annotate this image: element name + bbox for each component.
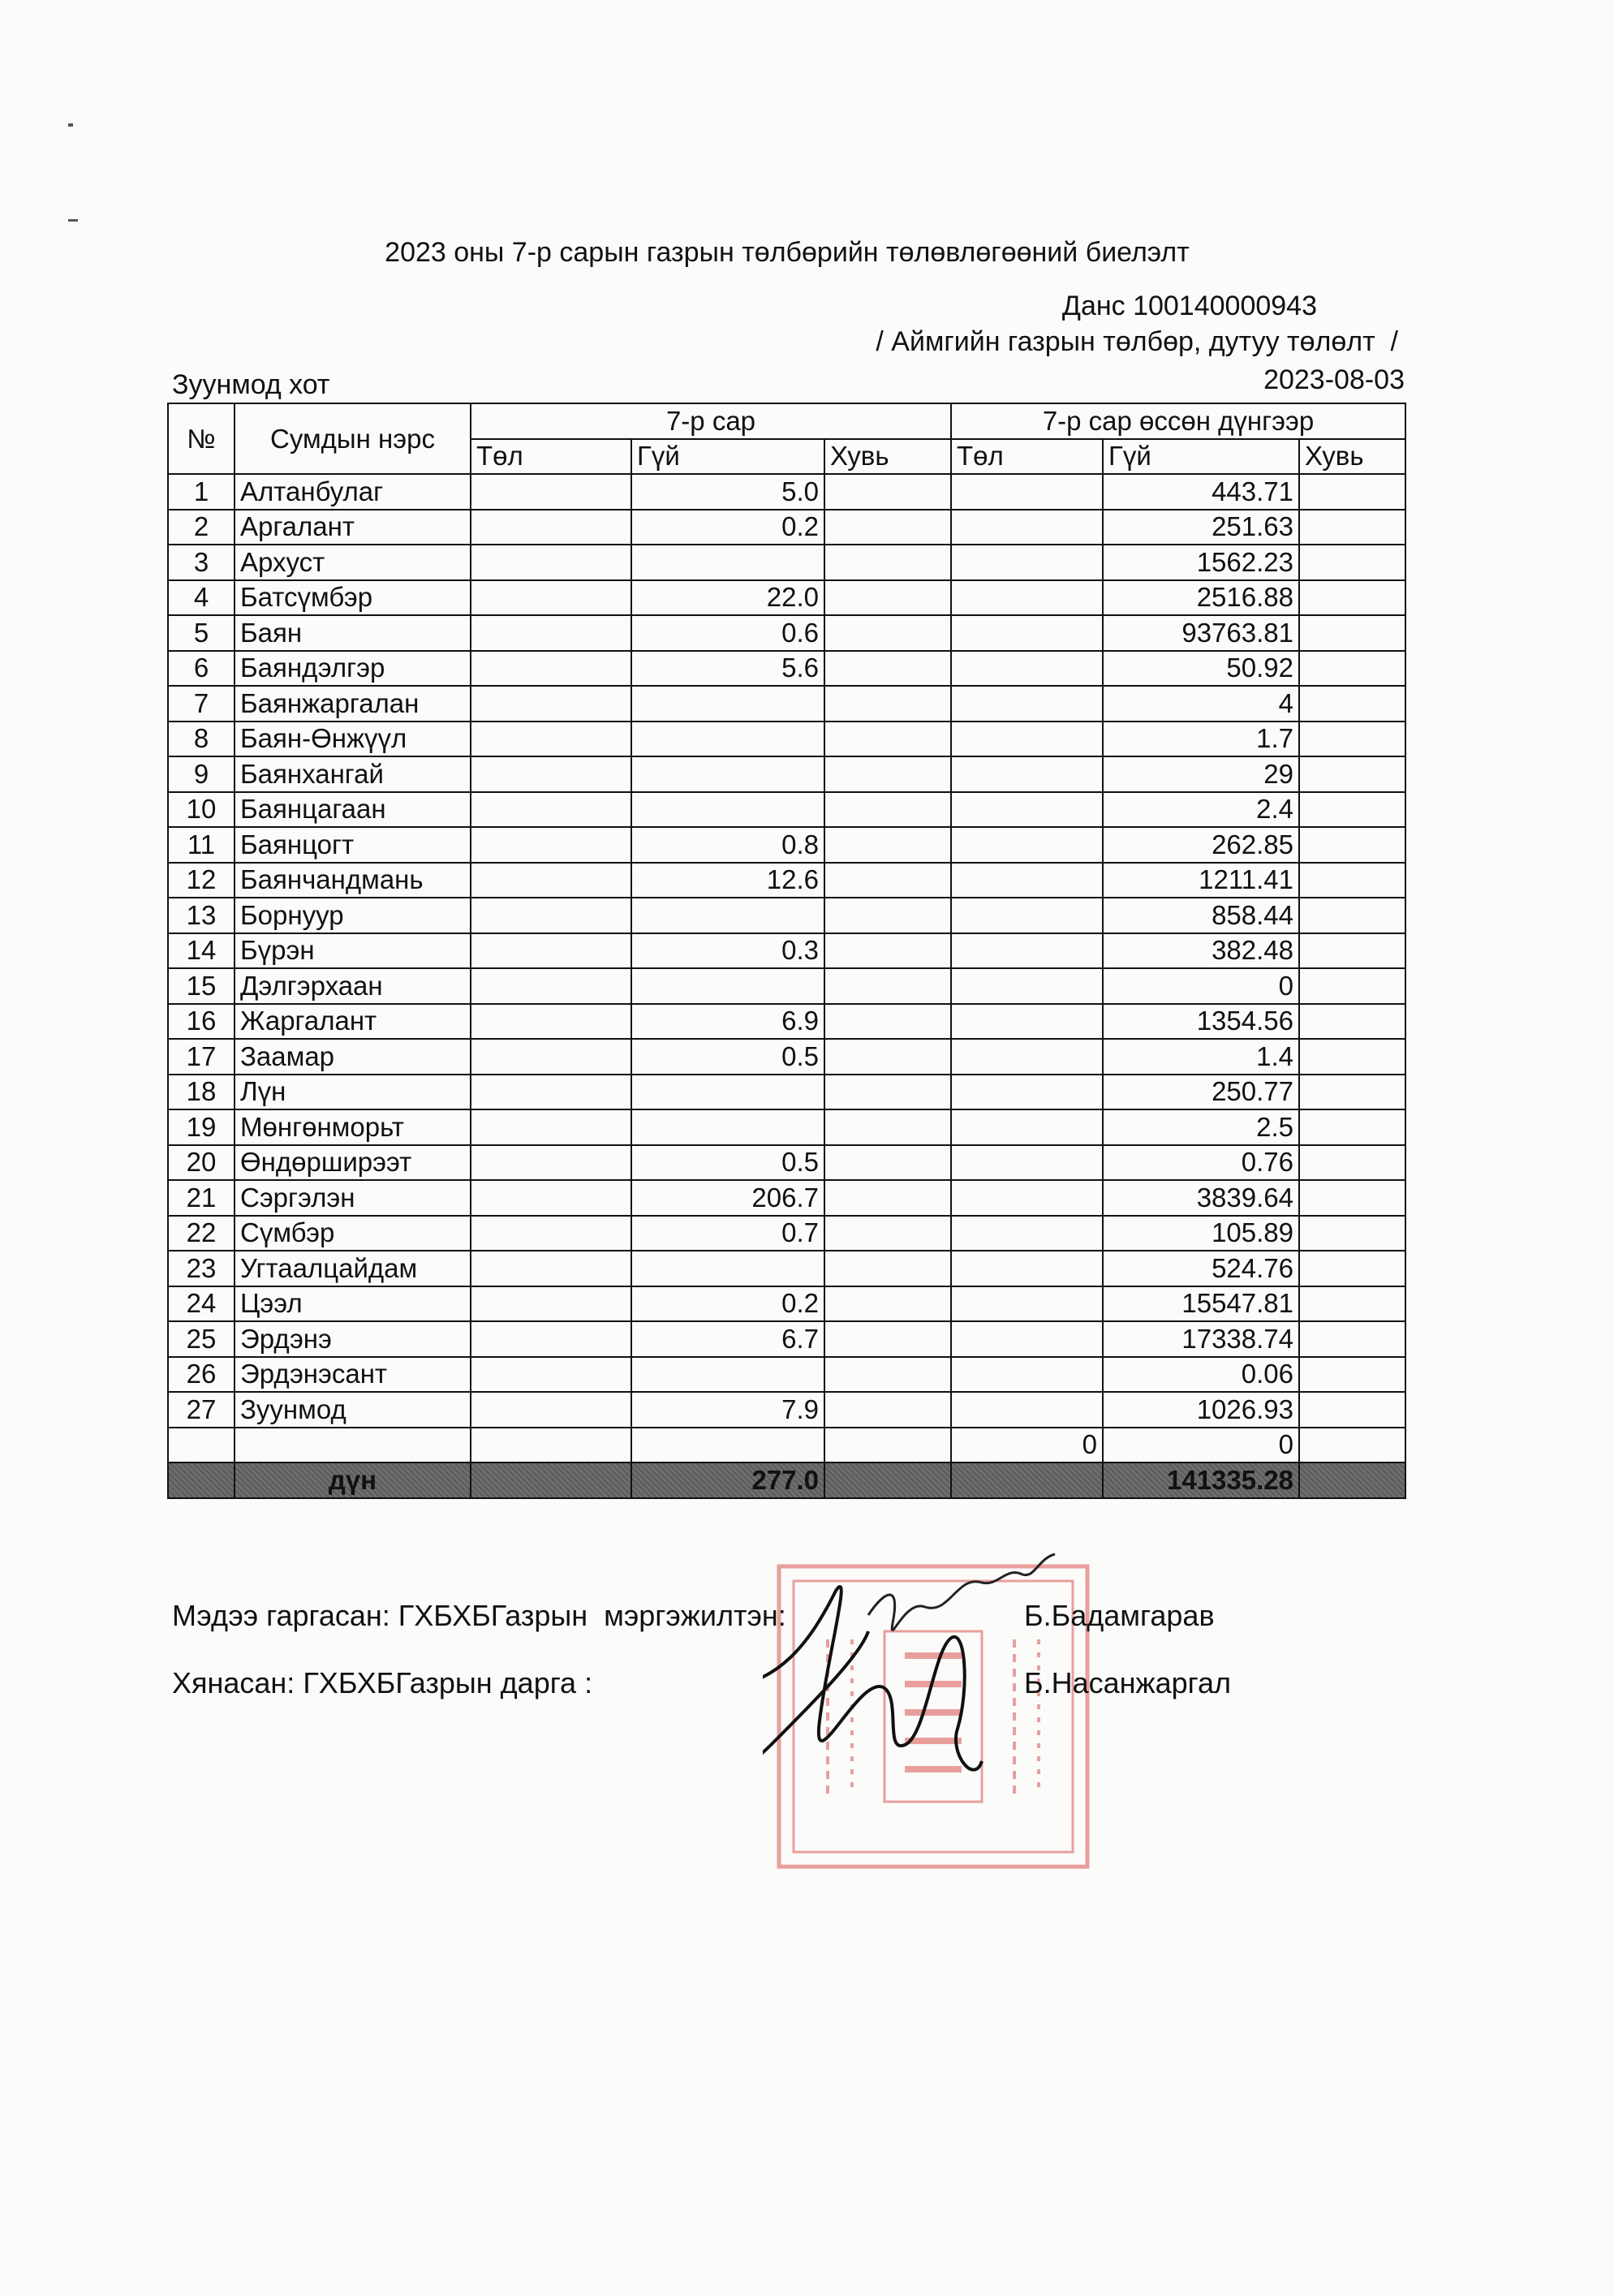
row-number-cell: 10 [168, 792, 235, 828]
total-cumulative-percent [1299, 1462, 1405, 1498]
table-row [168, 827, 1405, 863]
header-name: Сумдын нэрс [235, 403, 471, 474]
soum-name-cell: Баянцагаан [235, 792, 471, 828]
cumulative-plan-cell [951, 1075, 1103, 1110]
cumulative-actual-cell: 29 [1103, 756, 1299, 792]
reported-by-name: Б.Бадамгарав [1024, 1599, 1215, 1632]
cumulative-percent-cell [1299, 580, 1405, 616]
cumulative-actual-cell: 250.77 [1103, 1075, 1299, 1110]
table-row [168, 1216, 1405, 1251]
soum-name-cell: Зуунмод [235, 1392, 471, 1428]
cumulative-actual-cell: 443.71 [1103, 474, 1299, 510]
cumulative-actual-cell: 4 [1103, 686, 1299, 722]
cumulative-percent-cell [1299, 1216, 1405, 1251]
total-row [168, 1462, 1405, 1498]
cumulative-actual-cell: 93763.81 [1103, 615, 1299, 651]
total-cumulative-plan [951, 1462, 1103, 1498]
cumulative-actual-cell: 17338.74 [1103, 1321, 1299, 1357]
table-row [168, 1286, 1405, 1322]
cumulative-percent-cell [1299, 863, 1405, 898]
page-title: 2023 оны 7-р сарын газрын төлбөрийн төлөвлөгөөний биелэлт [385, 237, 1190, 268]
month-plan-cell [471, 1109, 631, 1145]
header-month-percent: Хувь [824, 439, 951, 475]
soum-name-cell: Архуст [235, 545, 471, 580]
cumulative-percent-cell [1299, 1251, 1405, 1286]
month-actual-cell [631, 756, 824, 792]
table-row [168, 686, 1405, 722]
month-percent-cell [824, 1321, 951, 1357]
month-percent-cell [824, 756, 951, 792]
row-number-cell: 8 [168, 722, 235, 757]
month-plan-cell [471, 1321, 631, 1357]
table-row [168, 1109, 1405, 1145]
row-number-cell: 15 [168, 968, 235, 1004]
cumulative-plan-cell [951, 827, 1103, 863]
row-number-cell [168, 1428, 235, 1463]
soum-name-cell: Баян-Өнжүүл [235, 722, 471, 757]
cumulative-plan-cell [951, 933, 1103, 969]
month-actual-cell: 6.7 [631, 1321, 824, 1357]
table-body [168, 474, 1405, 1462]
header-no: № [168, 403, 235, 474]
cumulative-plan-cell [951, 580, 1103, 616]
month-percent-cell [824, 1109, 951, 1145]
row-number-cell: 1 [168, 474, 235, 510]
month-percent-cell [824, 580, 951, 616]
city-name: Зуунмод хот [172, 369, 330, 400]
report-subtitle: / Аймгийн газрын төлбөр, дутуу төлөлт / [876, 326, 1398, 357]
soum-name-cell: Борнуур [235, 898, 471, 933]
month-actual-cell: 5.6 [631, 651, 824, 687]
row-number-cell: 11 [168, 827, 235, 863]
month-actual-cell: 0.5 [631, 1039, 824, 1075]
row-number-cell: 23 [168, 1251, 235, 1286]
cumulative-plan-cell [951, 510, 1103, 545]
soum-name-cell: Лүн [235, 1075, 471, 1110]
month-plan-cell [471, 686, 631, 722]
month-percent-cell [824, 1357, 951, 1393]
month-percent-cell [824, 792, 951, 828]
table-row [168, 1428, 1405, 1463]
month-plan-cell [471, 722, 631, 757]
header-cumulative-plan: Төл [951, 439, 1103, 475]
header-cumulative-group: 7-р сар өссөн дүнгээр [951, 403, 1405, 439]
row-number-cell: 5 [168, 615, 235, 651]
table-row [168, 651, 1405, 687]
month-percent-cell [824, 615, 951, 651]
table-row [168, 1251, 1405, 1286]
month-actual-cell [631, 792, 824, 828]
row-number-cell: 9 [168, 756, 235, 792]
cumulative-actual-cell: 382.48 [1103, 933, 1299, 969]
account-number: Данс 100140000943 [1061, 291, 1317, 321]
cumulative-plan-cell [951, 1109, 1103, 1145]
table-row [168, 615, 1405, 651]
month-actual-cell [631, 1075, 824, 1110]
month-percent-cell [824, 510, 951, 545]
cumulative-percent-cell [1299, 1145, 1405, 1181]
soum-name-cell: Угтаалцайдам [235, 1251, 471, 1286]
soum-name-cell: Жаргалант [235, 1004, 471, 1040]
month-actual-cell: 0.5 [631, 1145, 824, 1181]
month-actual-cell: 5.0 [631, 474, 824, 510]
month-plan-cell [471, 651, 631, 687]
cumulative-plan-cell [951, 1357, 1103, 1393]
soum-name-cell: Алтанбулаг [235, 474, 471, 510]
soum-name-cell: Эрдэнэсант [235, 1357, 471, 1393]
row-number-cell: 22 [168, 1216, 235, 1251]
cumulative-actual-cell: 2.4 [1103, 792, 1299, 828]
scan-mark [68, 123, 73, 127]
row-number-cell: 14 [168, 933, 235, 969]
month-plan-cell [471, 580, 631, 616]
month-actual-cell: 0.8 [631, 827, 824, 863]
row-number-cell: 4 [168, 580, 235, 616]
cumulative-actual-cell: 1.7 [1103, 722, 1299, 757]
report-date: 2023-08-03 [1263, 364, 1405, 395]
row-number-cell: 7 [168, 686, 235, 722]
row-number-cell: 6 [168, 651, 235, 687]
month-plan-cell [471, 933, 631, 969]
cumulative-percent-cell [1299, 474, 1405, 510]
official-stamp [763, 1542, 1104, 1883]
month-actual-cell: 12.6 [631, 863, 824, 898]
month-percent-cell [824, 651, 951, 687]
month-plan-cell [471, 1039, 631, 1075]
cumulative-plan-cell [951, 545, 1103, 580]
cumulative-plan-cell [951, 722, 1103, 757]
table-row [168, 474, 1405, 510]
cumulative-percent-cell [1299, 827, 1405, 863]
month-plan-cell [471, 545, 631, 580]
cumulative-percent-cell [1299, 545, 1405, 580]
table-row [168, 1145, 1405, 1181]
table-row [168, 1004, 1405, 1040]
month-plan-cell [471, 615, 631, 651]
month-actual-cell [631, 722, 824, 757]
cumulative-actual-cell: 1211.41 [1103, 863, 1299, 898]
month-percent-cell [824, 1428, 951, 1463]
table-row [168, 863, 1405, 898]
cumulative-plan-cell [951, 1321, 1103, 1357]
month-actual-cell [631, 1109, 824, 1145]
cumulative-percent-cell [1299, 686, 1405, 722]
month-percent-cell [824, 474, 951, 510]
soum-name-cell: Цээл [235, 1286, 471, 1322]
soum-name-cell: Эрдэнэ [235, 1321, 471, 1357]
cumulative-percent-cell [1299, 1109, 1405, 1145]
row-number-cell: 18 [168, 1075, 235, 1110]
cumulative-plan-cell [951, 686, 1103, 722]
cumulative-plan-cell: 0 [951, 1428, 1103, 1463]
cumulative-percent-cell [1299, 1180, 1405, 1216]
cumulative-percent-cell [1299, 968, 1405, 1004]
total-month-actual: 277.0 [631, 1462, 824, 1498]
month-percent-cell [824, 545, 951, 580]
month-percent-cell [824, 898, 951, 933]
month-percent-cell [824, 1392, 951, 1428]
table-row [168, 1321, 1405, 1357]
month-percent-cell [824, 1180, 951, 1216]
month-plan-cell [471, 1357, 631, 1393]
month-actual-cell [631, 898, 824, 933]
month-plan-cell [471, 1251, 631, 1286]
month-actual-cell: 0.3 [631, 933, 824, 969]
cumulative-percent-cell [1299, 756, 1405, 792]
table-row [168, 580, 1405, 616]
cumulative-actual-cell: 858.44 [1103, 898, 1299, 933]
table-row [168, 756, 1405, 792]
month-actual-cell: 206.7 [631, 1180, 824, 1216]
soum-name-cell: Баяндэлгэр [235, 651, 471, 687]
month-actual-cell [631, 545, 824, 580]
cumulative-actual-cell: 15547.81 [1103, 1286, 1299, 1322]
soum-name-cell: Баян [235, 615, 471, 651]
table-row [168, 1180, 1405, 1216]
soum-name-cell: Аргалант [235, 510, 471, 545]
cumulative-percent-cell [1299, 651, 1405, 687]
total-no-cell [168, 1462, 235, 1498]
cumulative-percent-cell [1299, 1039, 1405, 1075]
soum-name-cell: Мөнгөнморьт [235, 1109, 471, 1145]
table-row [168, 1357, 1405, 1393]
cumulative-actual-cell: 3839.64 [1103, 1180, 1299, 1216]
row-number-cell: 2 [168, 510, 235, 545]
soum-name-cell: Бүрэн [235, 933, 471, 969]
row-number-cell: 24 [168, 1286, 235, 1322]
cumulative-plan-cell [951, 474, 1103, 510]
cumulative-percent-cell [1299, 1357, 1405, 1393]
month-plan-cell [471, 1004, 631, 1040]
header-month-plan: Төл [471, 439, 631, 475]
cumulative-plan-cell [951, 1145, 1103, 1181]
cumulative-plan-cell [951, 1180, 1103, 1216]
header-month-group: 7-р сар [471, 403, 951, 439]
table-row [168, 968, 1405, 1004]
cumulative-actual-cell: 524.76 [1103, 1251, 1299, 1286]
month-actual-cell: 0.2 [631, 1286, 824, 1322]
row-number-cell: 21 [168, 1180, 235, 1216]
cumulative-plan-cell [951, 1004, 1103, 1040]
month-plan-cell [471, 898, 631, 933]
month-plan-cell [471, 510, 631, 545]
cumulative-plan-cell [951, 1216, 1103, 1251]
soum-name-cell: Баянжаргалан [235, 686, 471, 722]
month-plan-cell [471, 968, 631, 1004]
table-row [168, 722, 1405, 757]
cumulative-percent-cell [1299, 510, 1405, 545]
cumulative-percent-cell [1299, 722, 1405, 757]
month-plan-cell [471, 474, 631, 510]
month-actual-cell [631, 1251, 824, 1286]
soum-name-cell: Дэлгэрхаан [235, 968, 471, 1004]
cumulative-plan-cell [951, 792, 1103, 828]
cumulative-percent-cell [1299, 1428, 1405, 1463]
total-cumulative-actual: 141335.28 [1103, 1462, 1299, 1498]
row-number-cell: 26 [168, 1357, 235, 1393]
month-percent-cell [824, 1216, 951, 1251]
cumulative-plan-cell [951, 615, 1103, 651]
soum-name-cell: Сүмбэр [235, 1216, 471, 1251]
month-actual-cell [631, 1428, 824, 1463]
month-plan-cell [471, 863, 631, 898]
soum-name-cell: Батсүмбэр [235, 580, 471, 616]
cumulative-plan-cell [951, 898, 1103, 933]
reported-by-label: Мэдээ гаргасан: ГХБХБГазрын мэргэжилтэн: [172, 1599, 786, 1632]
cumulative-actual-cell: 0 [1103, 1428, 1299, 1463]
month-plan-cell [471, 1286, 631, 1322]
month-percent-cell [824, 863, 951, 898]
month-actual-cell [631, 1357, 824, 1393]
cumulative-percent-cell [1299, 933, 1405, 969]
row-number-cell: 12 [168, 863, 235, 898]
table-row [168, 933, 1405, 969]
month-actual-cell: 22.0 [631, 580, 824, 616]
month-plan-cell [471, 792, 631, 828]
cumulative-actual-cell: 0.06 [1103, 1357, 1299, 1393]
month-percent-cell [824, 968, 951, 1004]
cumulative-actual-cell: 251.63 [1103, 510, 1299, 545]
cumulative-actual-cell: 1.4 [1103, 1039, 1299, 1075]
cumulative-plan-cell [951, 1392, 1103, 1428]
cumulative-plan-cell [951, 1039, 1103, 1075]
month-actual-cell [631, 968, 824, 1004]
month-percent-cell [824, 933, 951, 969]
month-actual-cell: 0.7 [631, 1216, 824, 1251]
cumulative-actual-cell: 1562.23 [1103, 545, 1299, 580]
cumulative-actual-cell: 1354.56 [1103, 1004, 1299, 1040]
month-actual-cell: 0.6 [631, 615, 824, 651]
soum-name-cell: Баянцогт [235, 827, 471, 863]
cumulative-actual-cell: 105.89 [1103, 1216, 1299, 1251]
month-percent-cell [824, 686, 951, 722]
month-percent-cell [824, 827, 951, 863]
month-percent-cell [824, 1004, 951, 1040]
cumulative-percent-cell [1299, 792, 1405, 828]
cumulative-actual-cell: 0.76 [1103, 1145, 1299, 1181]
soum-name-cell: Баянчандмань [235, 863, 471, 898]
cumulative-percent-cell [1299, 1004, 1405, 1040]
header-cumulative-percent: Хувь [1299, 439, 1405, 475]
month-actual-cell: 6.9 [631, 1004, 824, 1040]
cumulative-actual-cell: 262.85 [1103, 827, 1299, 863]
total-label: дүн [235, 1462, 471, 1498]
cumulative-percent-cell [1299, 1286, 1405, 1322]
checked-by-name: Б.Насанжаргал [1024, 1666, 1232, 1699]
soum-name-cell: Баянхангай [235, 756, 471, 792]
table-row [168, 1392, 1405, 1428]
soum-name-cell: Өндөрширээт [235, 1145, 471, 1181]
total-month-percent [824, 1462, 951, 1498]
table-row [168, 545, 1405, 580]
month-percent-cell [824, 1145, 951, 1181]
month-actual-cell: 7.9 [631, 1392, 824, 1428]
row-number-cell: 27 [168, 1392, 235, 1428]
header-month-actual: Гүй [631, 439, 824, 475]
cumulative-plan-cell [951, 756, 1103, 792]
total-month-plan [471, 1462, 631, 1498]
cumulative-actual-cell: 1026.93 [1103, 1392, 1299, 1428]
cumulative-percent-cell [1299, 1392, 1405, 1428]
header-cumulative-actual: Гүй [1103, 439, 1299, 475]
month-plan-cell [471, 756, 631, 792]
table-row [168, 1075, 1405, 1110]
cumulative-actual-cell: 2516.88 [1103, 580, 1299, 616]
row-number-cell: 17 [168, 1039, 235, 1075]
table-row [168, 1039, 1405, 1075]
row-number-cell: 16 [168, 1004, 235, 1040]
soum-name-cell: Сэргэлэн [235, 1180, 471, 1216]
month-percent-cell [824, 722, 951, 757]
cumulative-plan-cell [951, 863, 1103, 898]
cumulative-percent-cell [1299, 1075, 1405, 1110]
month-actual-cell: 0.2 [631, 510, 824, 545]
row-number-cell: 19 [168, 1109, 235, 1145]
month-plan-cell [471, 827, 631, 863]
month-plan-cell [471, 1428, 631, 1463]
cumulative-plan-cell [951, 651, 1103, 687]
month-actual-cell [631, 686, 824, 722]
row-number-cell: 13 [168, 898, 235, 933]
month-percent-cell [824, 1251, 951, 1286]
cumulative-plan-cell [951, 1286, 1103, 1322]
cumulative-percent-cell [1299, 615, 1405, 651]
cumulative-percent-cell [1299, 1321, 1405, 1357]
month-percent-cell [824, 1286, 951, 1322]
month-percent-cell [824, 1075, 951, 1110]
soum-name-cell: Заамар [235, 1039, 471, 1075]
month-plan-cell [471, 1180, 631, 1216]
month-plan-cell [471, 1145, 631, 1181]
cumulative-percent-cell [1299, 898, 1405, 933]
cumulative-plan-cell [951, 968, 1103, 1004]
month-plan-cell [471, 1392, 631, 1428]
scan-mark [68, 219, 78, 222]
cumulative-plan-cell [951, 1251, 1103, 1286]
cumulative-actual-cell: 50.92 [1103, 651, 1299, 687]
payment-table [167, 403, 1406, 1499]
row-number-cell: 20 [168, 1145, 235, 1181]
table-row [168, 792, 1405, 828]
month-plan-cell [471, 1075, 631, 1110]
checked-by-label: Хянасан: ГХБХБГазрын дарга : [172, 1666, 593, 1699]
month-plan-cell [471, 1216, 631, 1251]
soum-name-cell [235, 1428, 471, 1463]
row-number-cell: 25 [168, 1321, 235, 1357]
month-percent-cell [824, 1039, 951, 1075]
table-row [168, 510, 1405, 545]
table-row [168, 898, 1405, 933]
cumulative-actual-cell: 2.5 [1103, 1109, 1299, 1145]
row-number-cell: 3 [168, 545, 235, 580]
cumulative-actual-cell: 0 [1103, 968, 1299, 1004]
